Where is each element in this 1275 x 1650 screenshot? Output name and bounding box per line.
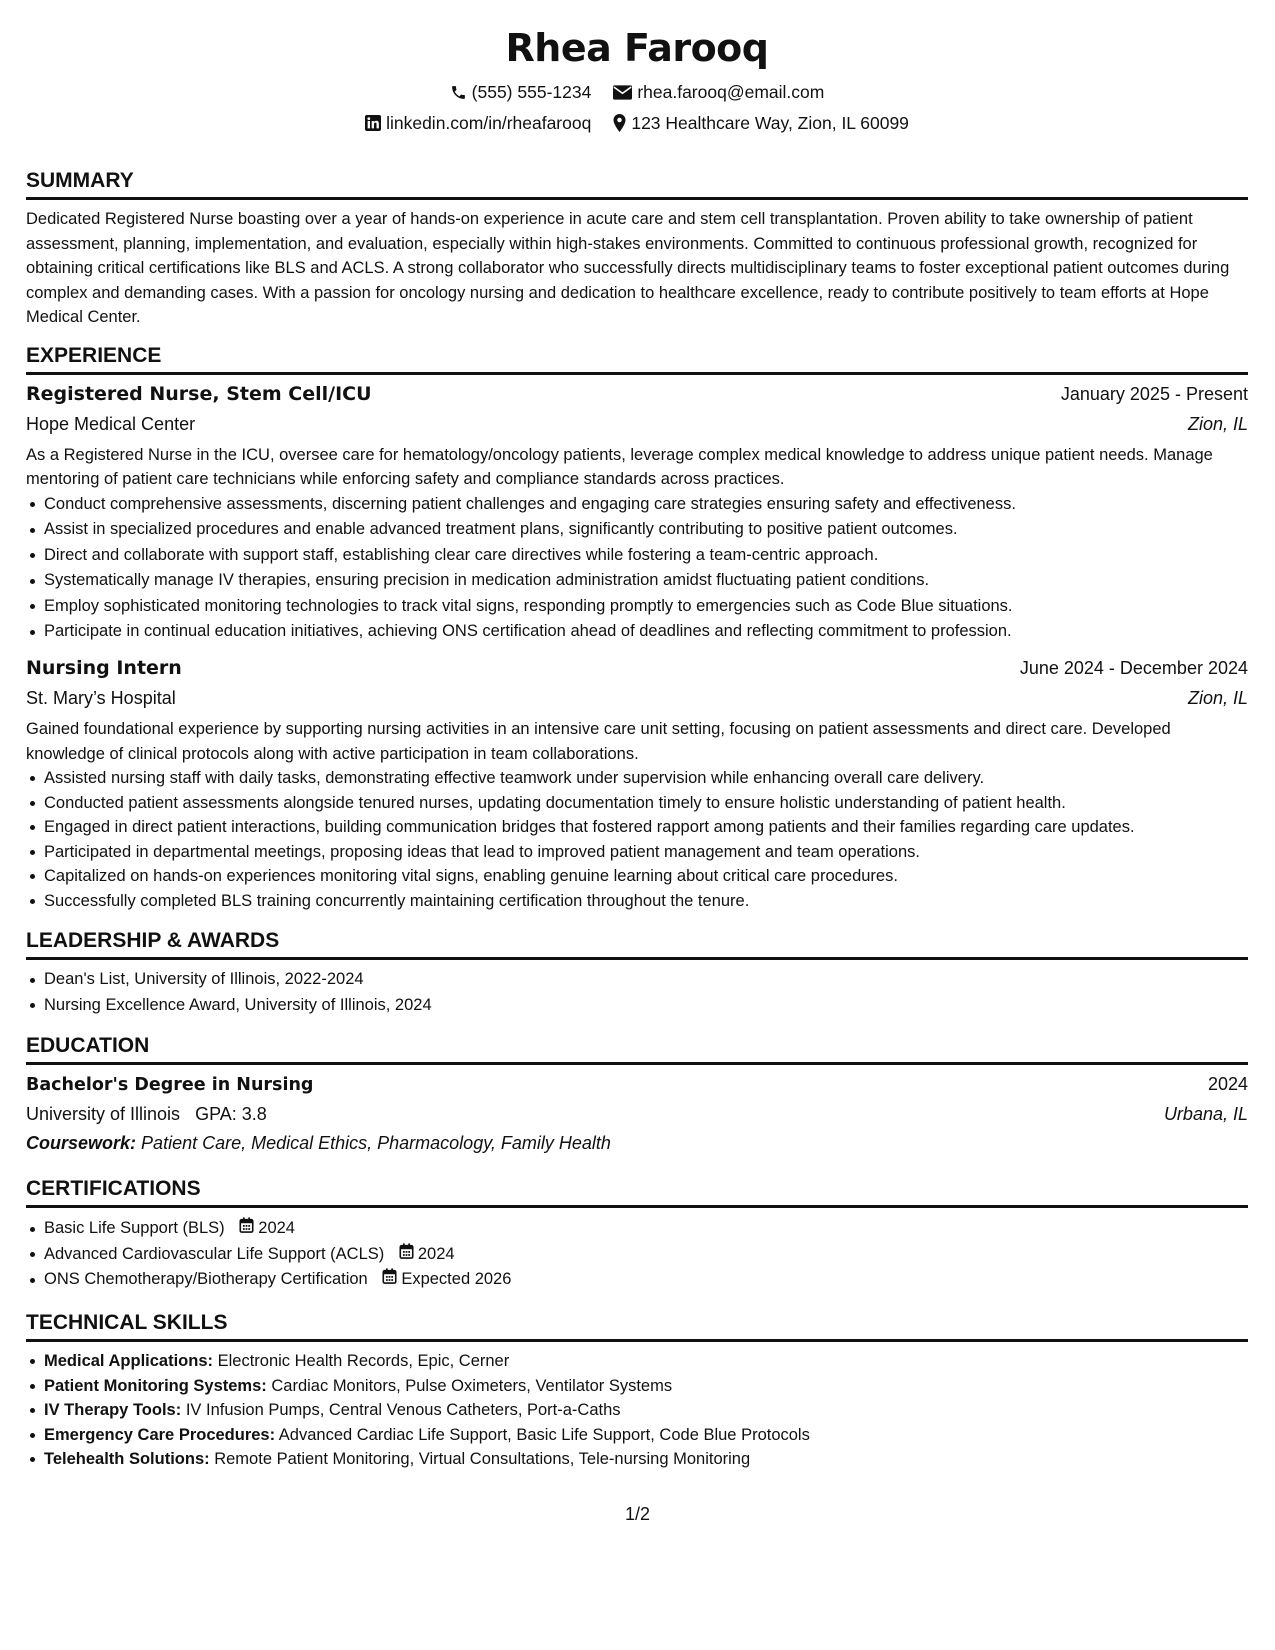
- skill-label: Patient Monitoring Systems:: [44, 1376, 267, 1395]
- cert-date: [382, 1267, 511, 1293]
- calendar-icon: [382, 1267, 397, 1293]
- skills-heading: TECHNICAL SKILLS: [26, 1311, 1248, 1342]
- cert-name: Advanced Cardiovascular Life Support (ACLS): [44, 1244, 385, 1263]
- contact-phone: [450, 82, 592, 102]
- list-item: Capitalized on hands-on experiences monitoring vital signs, enabling genuine learning about critical care procedures.: [44, 864, 1248, 889]
- list-item: Successfully completed BLS training concurrently maintaining certification throughout the tenure.: [44, 889, 1248, 914]
- list-item: [44, 1267, 1248, 1293]
- list-item: Assist in specialized procedures and enable advanced treatment plans, significantly contributing to positive patient outcomes.: [44, 517, 1248, 543]
- leadership-heading: LEADERSHIP & AWARDS: [26, 929, 1248, 960]
- summary-section: [26, 169, 1248, 330]
- job-header: [26, 381, 1248, 407]
- job-location: Zion, IL: [1187, 413, 1248, 434]
- phone-icon: [450, 84, 467, 101]
- school-name: University of Illinois: [26, 1104, 181, 1125]
- job-org-row: [26, 411, 1248, 437]
- list-item: [44, 1398, 1248, 1423]
- skill-label: Medical Applications:: [44, 1352, 213, 1371]
- coursework-row: [26, 1129, 1248, 1158]
- education-section: [26, 1034, 1248, 1158]
- job-organization: St. Mary’s Hospital: [26, 688, 176, 709]
- experience-heading: EXPERIENCE: [26, 344, 1248, 375]
- skill-label: IV Therapy Tools:: [44, 1401, 182, 1420]
- candidate-name: Rhea Farooq: [505, 26, 769, 70]
- cert-year: 2024: [417, 1244, 455, 1263]
- cert-year: 2024: [258, 1219, 295, 1238]
- contact-linkedin[interactable]: [365, 113, 591, 133]
- skill-value: Remote Patient Monitoring, Virtual Consultations, Tele-nursing Monitoring: [214, 1450, 751, 1469]
- school-info: [26, 1100, 267, 1129]
- skill-value: IV Infusion Pumps, Central Venous Catheters, Port-a-Caths: [185, 1401, 621, 1420]
- job-entry: [26, 655, 1248, 913]
- education-school-row: [26, 1100, 1248, 1129]
- experience-section: [26, 344, 1248, 914]
- envelope-icon: [613, 85, 632, 100]
- leadership-section: [26, 929, 1248, 1018]
- school-location: Urbana, IL: [1163, 1104, 1248, 1125]
- page-number: 1/2: [624, 1504, 651, 1524]
- leadership-list: [26, 967, 1248, 1018]
- job-header: [26, 655, 1248, 681]
- education-degree-row: [26, 1070, 1248, 1100]
- gpa-text: GPA: 3.8: [195, 1104, 267, 1125]
- list-item: [44, 1374, 1248, 1399]
- skill-value: Electronic Health Records, Epic, Cerner: [217, 1352, 510, 1371]
- list-item: Participate in continual education initiatives, achieving ONS certification ahead of deadlines and reflecting commitment to profession.: [44, 619, 1248, 645]
- coursework-text: Patient Care, Medical Ethics, Pharmacology, Family Health: [141, 1133, 611, 1154]
- linkedin-icon: [365, 115, 381, 131]
- certifications-heading: CERTIFICATIONS: [26, 1177, 1248, 1208]
- job-title: Nursing Intern: [26, 657, 182, 680]
- cert-name: ONS Chemotherapy/Biotherapy Certification: [44, 1270, 368, 1289]
- list-item: Participated in departmental meetings, proposing ideas that lead to improved patient management and team operations.: [44, 840, 1248, 865]
- job-location: Zion, IL: [1187, 688, 1248, 709]
- linkedin-text: linkedin.com/in/rheafarooq: [386, 113, 592, 133]
- degree-title: Bachelor's Degree in Nursing: [26, 1075, 314, 1096]
- skill-value: Cardiac Monitors, Pulse Oximeters, Ventilator Systems: [271, 1376, 673, 1395]
- list-item: Assisted nursing staff with daily tasks, demonstrating effective teamwork under supervision while enhancing overall care delivery.: [44, 766, 1248, 791]
- summary-text: Dedicated Registered Nurse boasting over a year of hands-on experience in acute care and stem cell transplantation. Proven ability to take ownership of patient assessment, planning, implementation, and evaluation, especially within high-stakes environments. Committed to continuous professional growth, recognized for obtaining critical certifications like BLS and ACLS. A strong collaborator who successfully directs multidisciplinary teams to foster exceptional patient outcomes during complex and demanding cases. With a passion for oncology nursing and dedication to healthcare excellence, ready to contribute positively to team efforts at Hope Medical Center.: [26, 210, 1230, 326]
- job-org-row: [26, 685, 1248, 711]
- skills-section: [26, 1311, 1248, 1472]
- job-dates: January 2025 - Present: [1060, 383, 1248, 404]
- list-item: Dean's List, University of Illinois, 2022-2024: [44, 967, 1248, 993]
- map-pin-icon: [613, 114, 626, 132]
- coursework-label: Coursework:: [26, 1133, 137, 1154]
- list-item: [44, 1242, 1248, 1268]
- job-entry: [26, 381, 1248, 646]
- job-bullets: [26, 766, 1248, 913]
- job-description: Gained foundational experience by supporting nursing activities in an intensive care unit setting, focusing on patient assessments and direct care. Developed knowledge of clinical protocols along with active participation in team collaborations.: [26, 720, 1171, 763]
- list-item: [44, 1423, 1248, 1448]
- summary-heading: SUMMARY: [26, 169, 1248, 200]
- cert-year: Expected 2026: [401, 1270, 512, 1289]
- job-dates: June 2024 - December 2024: [1019, 658, 1248, 679]
- list-item: Nursing Excellence Award, University of Illinois, 2024: [44, 993, 1248, 1019]
- list-item: Systematically manage IV therapies, ensuring precision in medication administration amidst fluctuating patient conditions.: [44, 568, 1248, 594]
- list-item: [44, 1447, 1248, 1472]
- education-heading: EDUCATION: [26, 1034, 1248, 1065]
- contact-address: [613, 113, 909, 133]
- list-item: Engaged in direct patient interactions, building communication bridges that fostered rapport among patients and their families regarding care updates.: [44, 815, 1248, 840]
- job-bullets: [26, 492, 1248, 646]
- list-item: [44, 1349, 1248, 1374]
- contact-email[interactable]: [613, 82, 824, 102]
- list-item: Direct and collaborate with support staff, establishing clear care directives while fostering a team-centric approach.: [44, 543, 1248, 569]
- skill-value: Advanced Cardiac Life Support, Basic Life Support, Code Blue Protocols: [278, 1425, 810, 1444]
- contact-row-primary: [26, 82, 1248, 102]
- certifications-section: [26, 1177, 1248, 1293]
- certifications-list: [26, 1216, 1248, 1293]
- calendar-icon: [399, 1242, 414, 1268]
- cert-date: [399, 1242, 455, 1268]
- job-description: As a Registered Nurse in the ICU, oversee care for hematology/oncology patients, leverage complex medical knowledge to address unique patient needs. Manage mentoring of patient care technicians while enforcing safety and compliance standards across practices.: [26, 445, 1213, 488]
- list-item: [44, 1216, 1248, 1242]
- job-title: Registered Nurse, Stem Cell/ICU: [26, 382, 372, 405]
- skill-label: Telehealth Solutions:: [44, 1450, 210, 1469]
- resume-page: [26, 22, 1248, 1472]
- skill-label: Emergency Care Procedures:: [44, 1425, 276, 1444]
- list-item: Employ sophisticated monitoring technologies to track vital signs, responding promptly to emergencies such as Code Blue situations.: [44, 594, 1248, 620]
- degree-year: 2024: [1207, 1074, 1248, 1095]
- email-text: rhea.farooq@email.com: [637, 82, 825, 102]
- skills-list: [26, 1349, 1248, 1472]
- cert-name: Basic Life Support (BLS): [44, 1219, 225, 1238]
- list-item: Conducted patient assessments alongside tenured nurses, updating documentation timely to ensure holistic understanding of patient health.: [44, 791, 1248, 816]
- calendar-icon: [239, 1216, 254, 1242]
- list-item: Conduct comprehensive assessments, discerning patient challenges and engaging care strategies ensuring safety and effectiveness.: [44, 492, 1248, 518]
- contact-row-secondary: [26, 113, 1248, 133]
- cert-date: [239, 1216, 295, 1242]
- job-organization: Hope Medical Center: [26, 413, 196, 434]
- phone-text: (555) 555-1234: [471, 82, 592, 102]
- address-text: 123 Healthcare Way, Zion, IL 60099: [631, 113, 909, 133]
